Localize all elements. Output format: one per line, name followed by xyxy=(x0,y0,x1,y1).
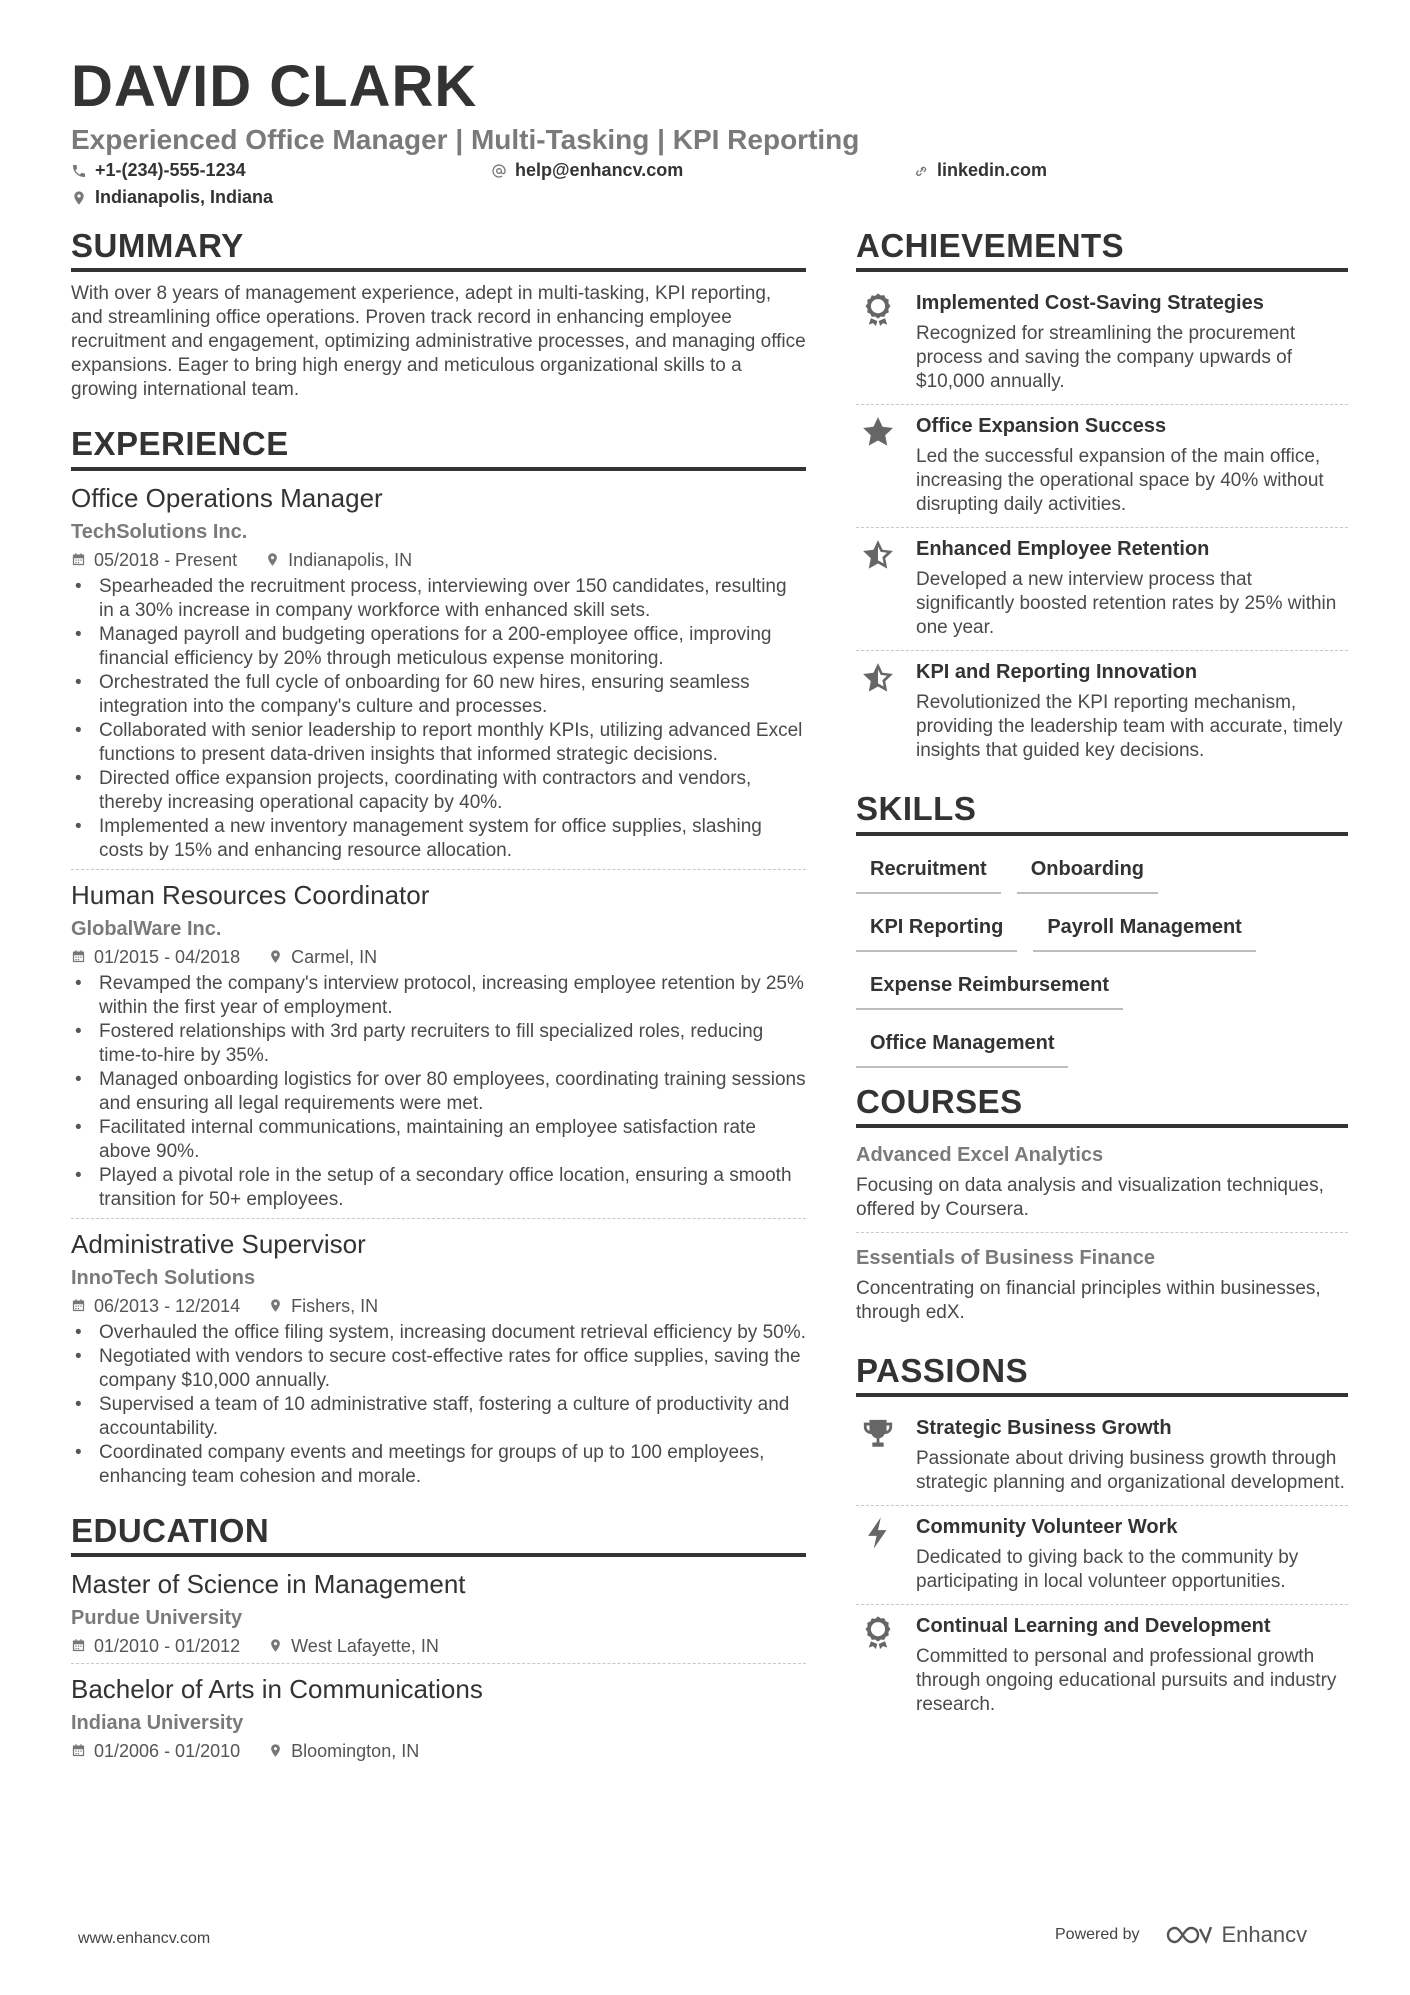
achievement-item xyxy=(856,405,1348,528)
candidate-name: DAVID CLARK xyxy=(71,54,478,119)
bullet-item: • Negotiated with vendors to secure cost-effective rates for office supplies, saving the company $10,000 annually. xyxy=(71,1345,806,1393)
education-meta xyxy=(71,1740,806,1762)
calendar-icon xyxy=(71,949,86,964)
bullet-item: • Managed onboarding logistics for over 80 employees, coordinating training sessions and ensuring all legal requirements were met. xyxy=(71,1068,806,1116)
brand-name: Enhancv xyxy=(1221,1922,1308,1947)
skill-tag: KPI Reporting xyxy=(856,910,1017,952)
job-location: Fishers, IN xyxy=(291,1295,379,1316)
bullet-item: • Collaborated with senior leadership to report monthly KPIs, utilizing advanced Excel functions to present data-driven insights that informed strategic decisions. xyxy=(71,719,806,767)
course-title: Essentials of Business Finance xyxy=(856,1246,1155,1269)
contact-linkedin[interactable] xyxy=(913,160,1047,181)
location-pin-icon xyxy=(268,1638,283,1653)
job-bullets xyxy=(71,1321,806,1489)
passion-item xyxy=(856,1605,1348,1727)
education-meta xyxy=(71,1635,806,1657)
calendar-icon xyxy=(71,1638,86,1653)
job-entry xyxy=(71,878,806,1219)
job-meta xyxy=(71,549,806,571)
star-half-icon xyxy=(861,538,895,572)
passions-heading: PASSIONS xyxy=(856,1353,1348,1397)
course-title: Advanced Excel Analytics xyxy=(856,1143,1104,1166)
skills-heading: SKILLS xyxy=(856,791,1348,835)
powered-by-label: Powered by xyxy=(1055,1926,1140,1943)
skill-tag: Onboarding xyxy=(1017,852,1158,894)
brand-logo[interactable] xyxy=(1164,1922,1308,1948)
lightning-icon xyxy=(861,1516,895,1550)
job-title: Human Resources Coordinator xyxy=(71,879,430,910)
calendar-icon xyxy=(71,552,86,567)
enhancv-logo-icon xyxy=(1164,1923,1212,1947)
job-location: Indianapolis, IN xyxy=(288,549,413,570)
bullet-item: • Orchestrated the full cycle of onboarding for 60 new hires, ensuring seamless integration into the company's culture and processes. xyxy=(71,671,806,719)
achievements-section xyxy=(856,228,1348,773)
location-text: Indianapolis, Indiana xyxy=(95,187,274,207)
job-title: Office Operations Manager xyxy=(71,482,383,513)
bullet-item: • Managed payroll and budgeting operations for a 200-employee office, improving financial efficiency by 20% through meticulous expense monitoring. xyxy=(71,623,806,671)
location-pin-icon xyxy=(265,552,280,567)
skill-tag: Payroll Management xyxy=(1033,910,1256,952)
achievement-desc: Revolutionized the KPI reporting mechanism, providing the leadership team with accurate, timely insights that guided key decisions. xyxy=(916,692,1343,762)
passion-desc: Committed to personal and professional growth through ongoing educational pursuits and industry research. xyxy=(916,1646,1337,1716)
education-entry xyxy=(71,1567,806,1664)
experience-section xyxy=(71,426,806,1494)
company-name: GlobalWare Inc. xyxy=(71,917,222,940)
courses-heading: COURSES xyxy=(856,1084,1348,1128)
achievement-title: Enhanced Employee Retention xyxy=(916,538,1210,561)
contact-email[interactable] xyxy=(491,160,683,181)
school-name: Indiana University xyxy=(71,1711,244,1734)
education-section xyxy=(71,1513,806,1768)
calendar-icon xyxy=(71,1743,86,1758)
achievement-title: Office Expansion Success xyxy=(916,415,1167,438)
job-dates: 06/2013 - 12/2014 xyxy=(94,1295,241,1316)
skill-tag: Expense Reimbursement xyxy=(856,968,1123,1010)
achievement-item xyxy=(856,528,1348,651)
phone-text: +1-(234)-555-1234 xyxy=(95,160,246,180)
education-entry xyxy=(71,1672,806,1768)
passion-title: Community Volunteer Work xyxy=(916,1516,1178,1539)
summary-section xyxy=(71,228,806,402)
skill-tag: Office Management xyxy=(856,1026,1068,1068)
school-name: Purdue University xyxy=(71,1606,243,1629)
achievement-title: Implemented Cost-Saving Strategies xyxy=(916,292,1264,315)
education-location: Bloomington, IN xyxy=(291,1740,420,1761)
job-meta xyxy=(71,946,806,968)
achievement-desc: Developed a new interview process that significantly boosted retention rates by 25% within one year. xyxy=(916,569,1337,639)
job-title: Administrative Supervisor xyxy=(71,1228,366,1259)
summary-text: With over 8 years of management experience, adept in multi-tasking, KPI reporting, and streamlining office operations. Proven track record in enhancing employee recruitment and engagement, optimizing administrative processes, and managing office expansions. Eager to bring high energy and meticulous organizational skills to a growing international team. xyxy=(71,283,806,401)
course-item xyxy=(856,1241,1348,1335)
location-pin-icon xyxy=(268,949,283,964)
education-dates: 01/2006 - 01/2010 xyxy=(94,1740,241,1761)
phone-icon xyxy=(71,163,87,179)
job-entry xyxy=(71,481,806,870)
passion-desc: Passionate about driving business growth through strategic planning and organizational development. xyxy=(916,1448,1345,1494)
candidate-tagline: Experienced Office Manager | Multi-Tasking | KPI Reporting xyxy=(71,124,860,155)
passion-title: Continual Learning and Development xyxy=(916,1615,1271,1638)
location-pin-icon xyxy=(71,190,87,206)
location-pin-icon xyxy=(268,1743,283,1758)
company-name: InnoTech Solutions xyxy=(71,1266,256,1289)
at-icon xyxy=(491,163,507,179)
bullet-item: • Facilitated internal communications, maintaining an employee satisfaction rate above 90%. xyxy=(71,1116,806,1164)
degree-title: Bachelor of Arts in Communications xyxy=(71,1673,483,1704)
bullet-item: • Implemented a new inventory management system for office supplies, slashing costs by 15% and enhancing resource allocation. xyxy=(71,815,806,863)
job-location: Carmel, IN xyxy=(291,946,378,967)
degree-title: Master of Science in Management xyxy=(71,1568,466,1599)
experience-heading: EXPERIENCE xyxy=(71,426,806,470)
trophy-icon xyxy=(861,1417,895,1451)
right-column xyxy=(856,228,1348,1741)
job-meta xyxy=(71,1295,806,1317)
email-text: help@enhancv.com xyxy=(515,160,684,180)
achievement-item xyxy=(856,282,1348,405)
achievement-desc: Recognized for streamlining the procurement process and saving the company upwards of $10,000 annually. xyxy=(916,323,1296,393)
award-ribbon-icon xyxy=(861,292,895,326)
calendar-icon xyxy=(71,1298,86,1313)
footer-powered xyxy=(1055,1922,1307,1948)
bullet-item: • Overhauled the office filing system, increasing document retrieval efficiency by 50%. xyxy=(71,1321,806,1345)
summary-heading: SUMMARY xyxy=(71,228,806,272)
job-dates: 01/2015 - 04/2018 xyxy=(94,946,241,967)
course-desc: Concentrating on financial principles within businesses, through edX. xyxy=(856,1277,1321,1323)
left-column xyxy=(71,228,806,1782)
passion-desc: Dedicated to giving back to the community by participating in local volunteer opportunities. xyxy=(916,1547,1299,1593)
footer-website[interactable]: www.enhancv.com xyxy=(78,1930,211,1947)
linkedin-text: linkedin.com xyxy=(937,160,1048,180)
course-desc: Focusing on data analysis and visualization techniques, offered by Coursera. xyxy=(856,1174,1324,1220)
bullet-item: • Coordinated company events and meetings for groups of up to 100 employees, enhancing team cohesion and morale. xyxy=(71,1441,806,1489)
job-bullets xyxy=(71,972,806,1212)
skill-tag: Recruitment xyxy=(856,852,1001,894)
location-pin-icon xyxy=(268,1298,283,1313)
job-bullets xyxy=(71,575,806,863)
education-dates: 01/2010 - 01/2012 xyxy=(94,1635,241,1656)
education-heading: EDUCATION xyxy=(71,1513,806,1557)
award-ribbon-icon xyxy=(861,1615,895,1649)
bullet-item: • Directed office expansion projects, coordinating with contractors and vendors, thereby increasing operational capacity by 40%. xyxy=(71,767,806,815)
passions-section xyxy=(856,1353,1348,1727)
skills-section xyxy=(856,791,1348,1067)
job-entry xyxy=(71,1227,806,1495)
education-location: West Lafayette, IN xyxy=(291,1635,439,1656)
passion-title: Strategic Business Growth xyxy=(916,1417,1172,1440)
achievements-heading: ACHIEVEMENTS xyxy=(856,228,1348,272)
passion-item xyxy=(856,1506,1348,1605)
bullet-item: • Played a pivotal role in the setup of a secondary office location, ensuring a smooth transition for 50+ employees. xyxy=(71,1164,806,1212)
star-filled-icon xyxy=(861,415,895,449)
link-icon xyxy=(913,163,929,179)
company-name: TechSolutions Inc. xyxy=(71,520,248,543)
courses-section xyxy=(856,1084,1348,1335)
job-dates: 05/2018 - Present xyxy=(94,549,238,570)
achievement-title: KPI and Reporting Innovation xyxy=(916,661,1198,684)
achievement-desc: Led the successful expansion of the main office, increasing the operational space by 40% without disrupting daily activities. xyxy=(916,446,1324,516)
bullet-item: • Supervised a team of 10 administrative staff, fostering a culture of productivity and accountability. xyxy=(71,1393,806,1441)
bullet-item: • Spearheaded the recruitment process, interviewing over 150 candidates, resulting in a 30% increase in company workforce with enhanced skill sets. xyxy=(71,575,806,623)
bullet-item: • Fostered relationships with 3rd party recruiters to fill specialized roles, reducing time-to-hire by 35%. xyxy=(71,1020,806,1068)
achievement-item xyxy=(856,651,1348,773)
passion-item xyxy=(856,1407,1348,1506)
bullet-item: • Revamped the company's interview protocol, increasing employee retention by 25% within the first year of employment. xyxy=(71,972,806,1020)
star-half-icon xyxy=(861,661,895,695)
course-item xyxy=(856,1138,1348,1233)
contact-phone[interactable] xyxy=(71,160,246,181)
contact-location xyxy=(71,187,273,208)
